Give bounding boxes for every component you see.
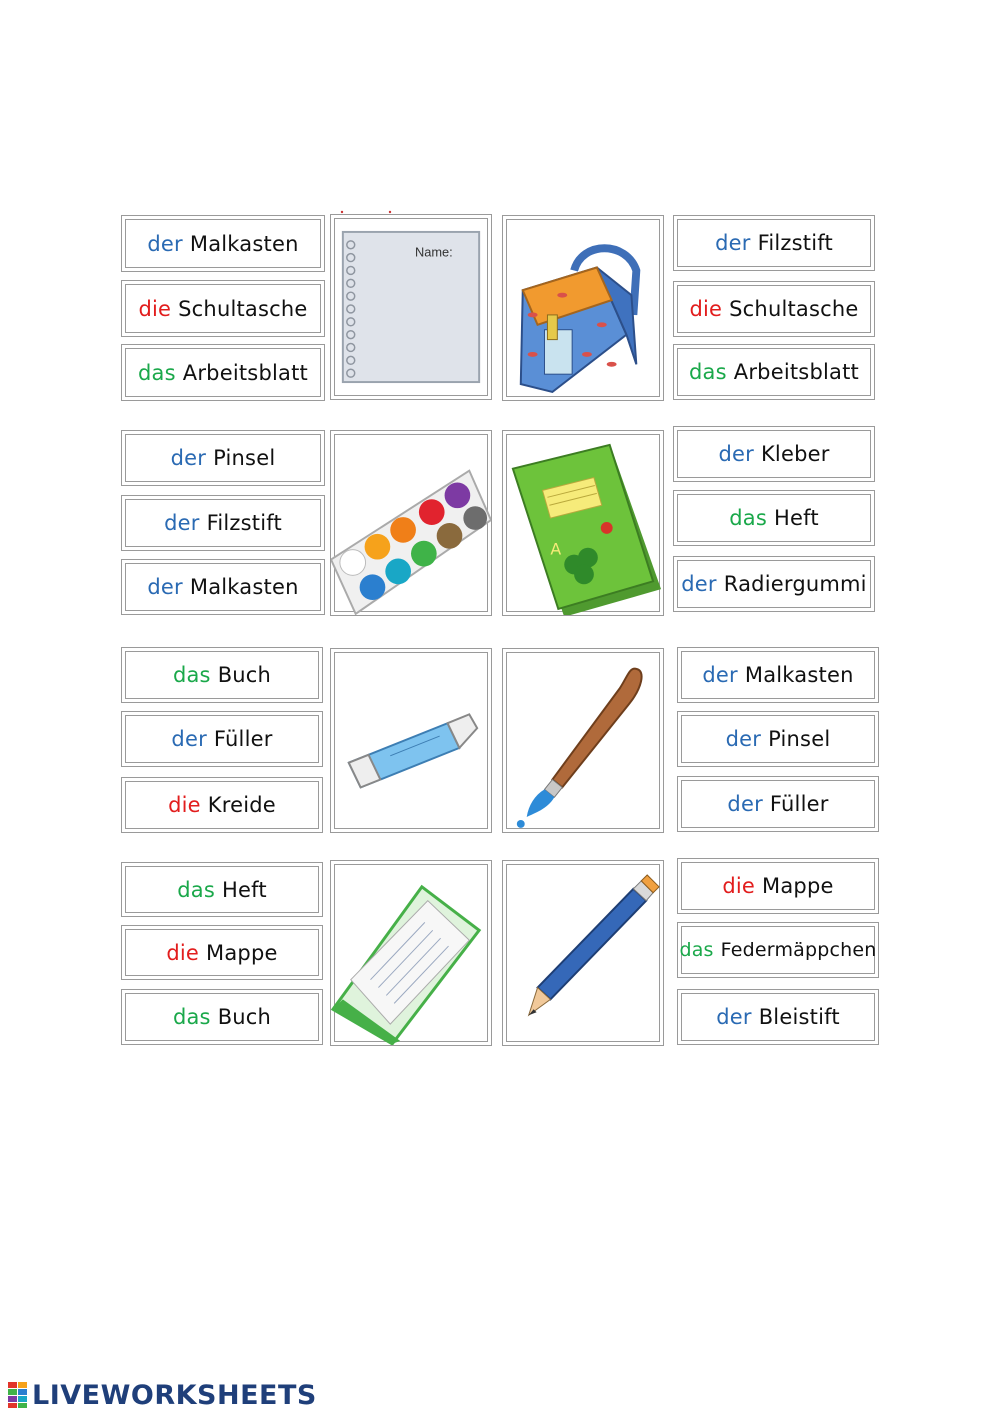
noun: Bleistift bbox=[758, 1005, 840, 1029]
noun: Arbeitsblatt bbox=[182, 360, 308, 385]
noun: Füller bbox=[213, 727, 273, 751]
noun: Buch bbox=[217, 663, 272, 687]
word-card[interactable] bbox=[677, 776, 879, 832]
noun: Pinsel bbox=[768, 727, 831, 751]
noun: Radiergummi bbox=[723, 572, 867, 596]
article: der bbox=[171, 727, 207, 751]
word-card[interactable] bbox=[121, 280, 325, 337]
word-card[interactable] bbox=[121, 777, 323, 833]
paintbrush-icon bbox=[503, 649, 663, 832]
picture-card-pencil[interactable] bbox=[502, 860, 664, 1046]
noun: Mappe bbox=[206, 940, 278, 965]
noun: Pinsel bbox=[213, 446, 276, 470]
article: der bbox=[716, 1005, 752, 1029]
noun: Heft bbox=[221, 877, 267, 902]
noun: Kleber bbox=[760, 442, 830, 466]
article: das bbox=[172, 1005, 211, 1029]
picture-card-paintbox[interactable] bbox=[330, 430, 492, 616]
notebook-icon bbox=[503, 431, 663, 615]
word-card[interactable] bbox=[677, 922, 879, 978]
article: das bbox=[177, 877, 215, 902]
noun: Heft bbox=[773, 506, 819, 530]
word-card[interactable] bbox=[673, 281, 875, 337]
word-card[interactable] bbox=[673, 490, 875, 546]
word-card[interactable] bbox=[121, 647, 323, 703]
word-card[interactable] bbox=[121, 559, 325, 615]
word-card[interactable] bbox=[677, 989, 879, 1045]
noun: Kreide bbox=[207, 793, 276, 817]
article: die bbox=[722, 874, 756, 898]
liveworksheets-logo-icon bbox=[8, 1382, 28, 1408]
noun: Buch bbox=[217, 1005, 272, 1029]
article: der bbox=[715, 231, 751, 255]
article: die bbox=[689, 297, 723, 321]
schoolbag-icon bbox=[503, 216, 663, 400]
article: der bbox=[727, 792, 763, 816]
article: der bbox=[725, 727, 762, 751]
word-card[interactable] bbox=[121, 430, 325, 486]
word-card[interactable] bbox=[673, 215, 875, 271]
pencil-icon bbox=[503, 861, 663, 1045]
article: das bbox=[138, 360, 176, 385]
worksheet-name-label: Name: bbox=[414, 244, 453, 260]
brand-name: LIVEWORKSHEETS bbox=[32, 1379, 317, 1411]
article: der bbox=[681, 572, 717, 596]
word-card[interactable] bbox=[121, 925, 323, 980]
noun: Malkasten bbox=[744, 663, 854, 687]
picture-card-folder[interactable] bbox=[330, 860, 492, 1046]
noun: Schultasche bbox=[729, 297, 859, 321]
word-card[interactable] bbox=[677, 858, 879, 914]
article: der bbox=[164, 511, 200, 535]
picture-card-worksheet[interactable] bbox=[330, 214, 492, 400]
noun: Arbeitsblatt bbox=[733, 360, 859, 384]
noun: Filzstift bbox=[206, 511, 282, 535]
picture-card-paintbrush[interactable] bbox=[502, 648, 664, 833]
word-card[interactable] bbox=[673, 426, 875, 482]
article: der bbox=[147, 575, 183, 599]
word-card[interactable] bbox=[121, 495, 325, 551]
article: das bbox=[679, 939, 714, 961]
eraser-icon bbox=[331, 649, 491, 832]
svg-text:A: A bbox=[550, 539, 562, 559]
word-card[interactable] bbox=[121, 862, 323, 917]
article: die bbox=[166, 940, 200, 965]
noun: Füller bbox=[769, 792, 829, 816]
word-card[interactable] bbox=[121, 989, 323, 1045]
article: das bbox=[689, 360, 727, 384]
noun: Mappe bbox=[762, 874, 834, 898]
article: das bbox=[729, 506, 767, 530]
article: die bbox=[168, 793, 201, 817]
article: der bbox=[170, 446, 207, 470]
worksheet-icon bbox=[331, 215, 491, 399]
word-card[interactable] bbox=[673, 556, 875, 612]
word-card[interactable] bbox=[673, 344, 875, 400]
article: die bbox=[138, 296, 172, 321]
word-card[interactable] bbox=[121, 344, 325, 401]
noun: Schultasche bbox=[178, 296, 308, 321]
article: der bbox=[702, 663, 738, 687]
noun: Malkasten bbox=[189, 231, 299, 256]
noun: Filzstift bbox=[757, 231, 833, 255]
footer-logo[interactable] bbox=[8, 1378, 317, 1412]
picture-card-schoolbag[interactable] bbox=[502, 215, 664, 401]
word-card[interactable] bbox=[677, 711, 879, 767]
picture-card-eraser[interactable] bbox=[330, 648, 492, 833]
word-card[interactable] bbox=[677, 647, 879, 703]
picture-card-notebook[interactable] bbox=[502, 430, 664, 616]
article: das bbox=[172, 663, 211, 687]
word-card[interactable] bbox=[121, 215, 325, 272]
folder-icon bbox=[331, 861, 491, 1045]
noun: Federmäppchen bbox=[720, 939, 877, 961]
word-card[interactable] bbox=[121, 711, 323, 767]
paintbox-icon bbox=[331, 431, 491, 615]
article: der bbox=[147, 231, 183, 256]
article: der bbox=[718, 442, 754, 466]
noun: Malkasten bbox=[189, 575, 299, 599]
